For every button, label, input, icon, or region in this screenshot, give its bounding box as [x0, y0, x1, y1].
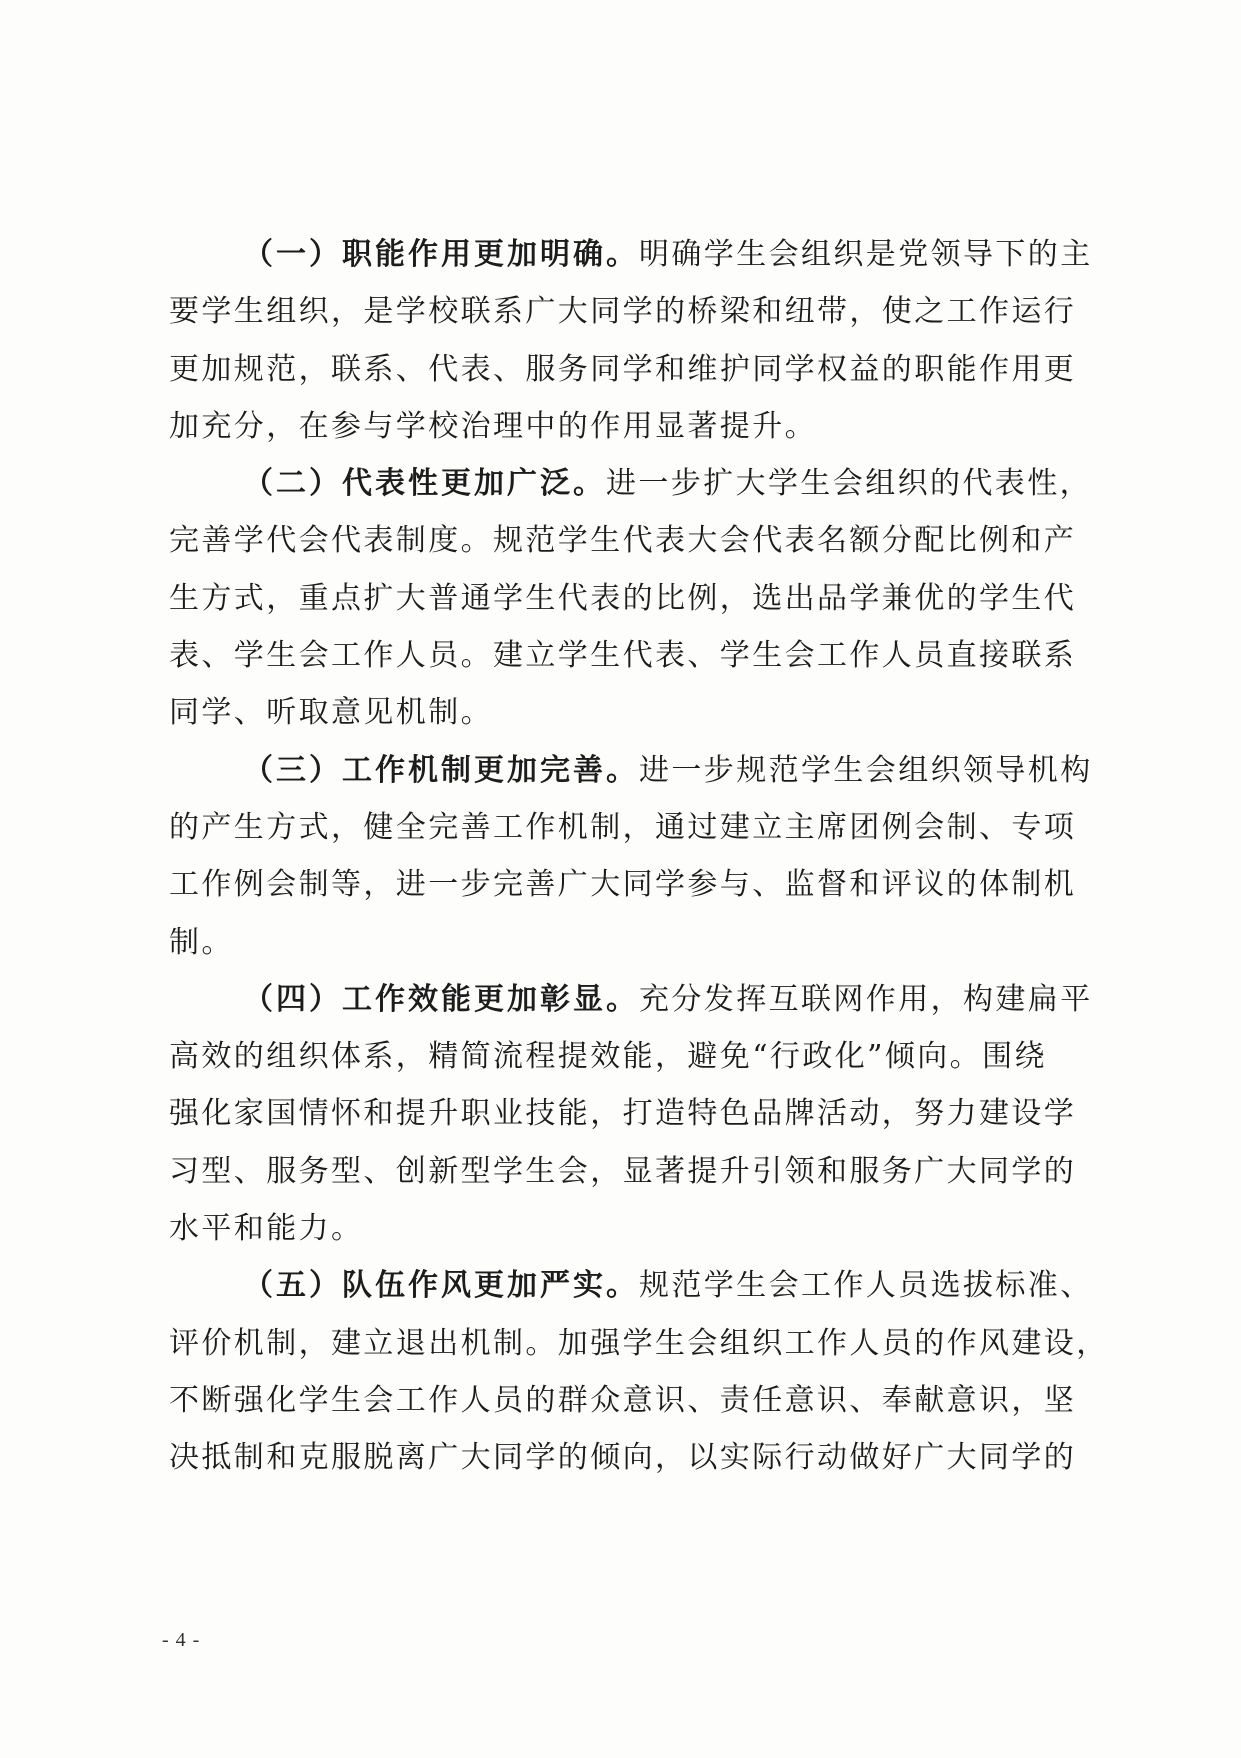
section-2-text: 进一步扩大学生会组织的代表性，	[606, 466, 1092, 502]
section-3-line-1	[169, 742, 1093, 799]
section-3-line-3: 工作例会制等，进一步完善广大同学参与、监督和评议的体制机	[169, 867, 1077, 903]
section-4-line-2: 高效的组织体系，精简流程提效能，避免“行政化”倾向。围绕	[169, 1039, 1047, 1075]
section-5-heading: （五）队伍作风更加严实。	[243, 1268, 639, 1304]
section-5-line-3: 不断强化学生会工作人员的群众意识、责任意识、奉献意识，坚	[169, 1382, 1077, 1418]
section-1	[169, 226, 1093, 455]
section-1-line-2: 要学生组织，是学校联系广大同学的桥梁和纽带，使之工作运行	[169, 294, 1077, 330]
document-body	[169, 226, 1109, 1487]
section-4-text: 充分发挥互联网作用，构建扁平	[639, 981, 1093, 1017]
section-2-line-1	[169, 455, 1092, 512]
section-1-heading: （一）职能作用更加明确。	[243, 237, 639, 272]
section-2-line-5: 同学、听取意见机制。	[169, 695, 493, 731]
section-4-heading: （四）工作效能更加彰显。	[243, 981, 639, 1017]
section-2-line-2: 完善学代会代表制度。规范学生代表大会代表名额分配比例和产	[169, 523, 1077, 559]
section-3	[169, 742, 1093, 971]
section-2-line-3: 生方式，重点扩大普通学生代表的比例，选出品学兼优的学生代	[169, 580, 1077, 616]
section-5-line-4: 决抵制和克服脱离广大同学的倾向，以实际行动做好广大同学的	[169, 1440, 1077, 1476]
section-1-text: 明确学生会组织是党领导下的主	[639, 237, 1093, 272]
section-4-line-4: 习型、服务型、创新型学生会，显著提升引领和服务广大同学的	[169, 1153, 1077, 1189]
section-2-line-4: 表、学生会工作人员。建立学生代表、学生会工作人员直接联系	[169, 638, 1077, 674]
section-4-line-3: 强化家国情怀和提升职业技能，打造特色品牌活动，努力建设学	[169, 1096, 1077, 1132]
section-1-line-1	[169, 226, 1093, 283]
section-4-line-5: 水平和能力。	[169, 1211, 364, 1247]
section-3-line-4: 制。	[169, 924, 234, 960]
section-2-heading: （二）代表性更加广泛。	[243, 466, 606, 502]
section-1-line-4: 加充分，在参与学校治理中的作用显著提升。	[169, 408, 817, 444]
section-2	[169, 455, 1092, 741]
section-1-line-3: 更加规范，联系、代表、服务同学和维护同学权益的职能作用更	[169, 351, 1077, 387]
section-5	[169, 1257, 1109, 1486]
section-4-line-1	[169, 971, 1093, 1028]
section-3-heading: （三）工作机制更加完善。	[243, 752, 639, 788]
page-number: - 4 -	[162, 1629, 201, 1651]
section-3-line-2: 的产生方式，健全完善工作机制，通过建立主席团例会制、专项	[169, 809, 1077, 845]
section-5-line-2: 评价机制，建立退出机制。加强学生会组织工作人员的作风建设，	[169, 1325, 1109, 1361]
section-3-text: 进一步规范学生会组织领导机构	[639, 752, 1093, 788]
section-4	[169, 971, 1093, 1257]
section-5-text: 规范学生会工作人员选拔标准、	[639, 1268, 1093, 1304]
section-5-line-1	[169, 1257, 1093, 1314]
